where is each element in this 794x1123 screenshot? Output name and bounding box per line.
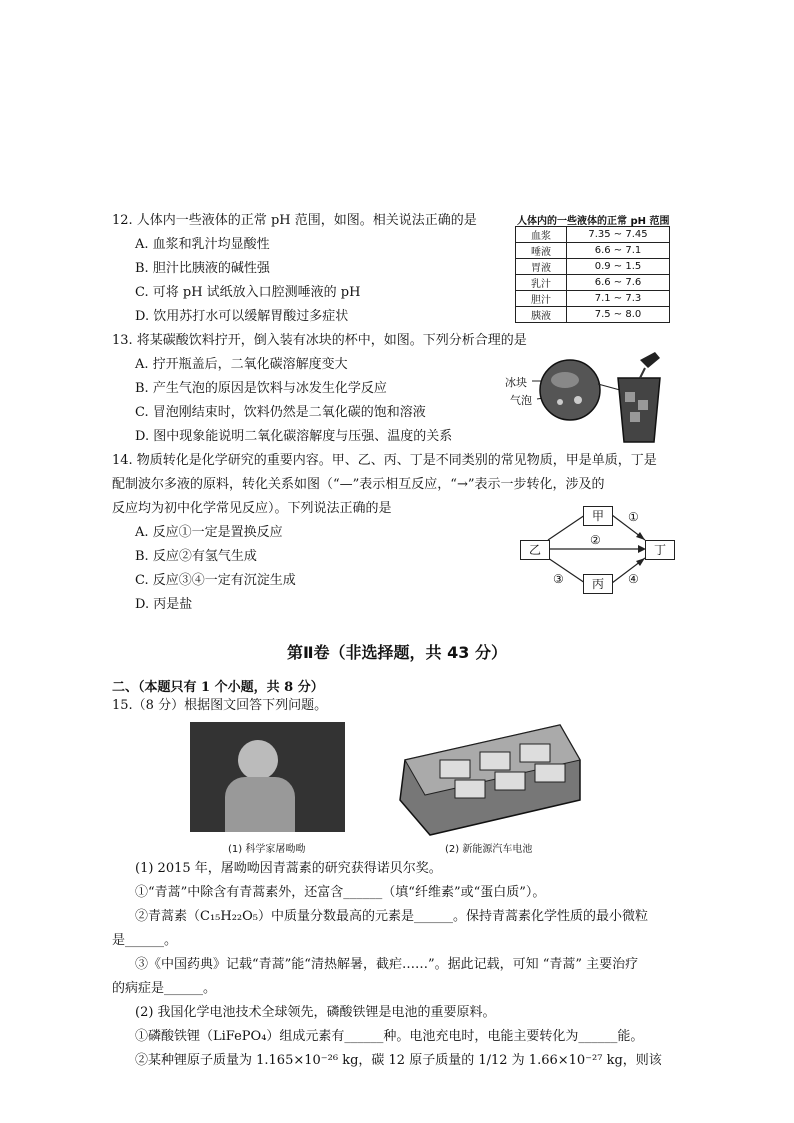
q14-option-a: A. 反应①一定是置换反应 xyxy=(135,525,283,540)
q15-line8: ①磷酸铁锂（LiFePO₄）组成元素有______种。电池充电时，电能主要转化为______能。 xyxy=(135,1029,644,1044)
table-row: 乳汁 6.6 ~ 7.6 xyxy=(516,275,670,291)
q15-line4: 是______。 xyxy=(112,933,178,948)
caption-battery: (2) 新能源汽车电池 xyxy=(445,844,533,855)
q14-stem-line3: 反应均为初中化学常见反应）。下列说法正确的是 xyxy=(112,501,392,516)
q12-option-b: B. 胆汁比胰液的碱性强 xyxy=(135,261,270,276)
node-yi: 乙 xyxy=(520,540,550,560)
magnifier-circle xyxy=(540,360,600,420)
node-ding: 丁 xyxy=(645,540,675,560)
scientist-photo xyxy=(190,722,345,832)
label-ice: 冰块 xyxy=(505,376,527,389)
table-row: 唾液 6.6 ~ 7.1 xyxy=(516,243,670,259)
q14-option-c: C. 反应③④一定有沉淀生成 xyxy=(135,573,296,588)
q13-option-d: D. 图中现象能说明二氧化碳溶解度与压强、温度的关系 xyxy=(135,429,453,444)
q15-stem: 15.（8 分）根据图文回答下列问题。 xyxy=(112,698,328,713)
node-jia: 甲 xyxy=(583,506,613,526)
q12-option-d: D. 饮用苏打水可以缓解胃酸过多症状 xyxy=(135,309,349,324)
table-row: 胆汁 7.1 ~ 7.3 xyxy=(516,291,670,307)
caption-scientist: (1) 科学家屠呦呦 xyxy=(228,844,306,855)
q13-option-a: A. 拧开瓶盖后，二氧化碳溶解度变大 xyxy=(135,357,348,372)
table-row: 胰液 7.5 ~ 8.0 xyxy=(516,307,670,323)
table-row: 胃液 0.9 ~ 1.5 xyxy=(516,259,670,275)
reaction-3-mark: ③ xyxy=(553,572,564,586)
q15-line9: ②某种锂原子质量为 1.165×10⁻²⁶ kg，碳 12 原子质量的 1/12 为 1.66×10⁻²⁷ kg，则该 xyxy=(135,1053,662,1068)
q14-stem-line2: 配制波尔多液的原料，转化关系如图（“—”表示相互反应，“→”表示一步转化，涉及的 xyxy=(112,477,605,492)
bottle-icon xyxy=(640,352,660,368)
q12-option-c: C. 可将 pH 试纸放入口腔测唾液的 pH xyxy=(135,285,361,300)
q13-option-c: C. 冒泡刚结束时，饮料仍然是二氧化碳的饱和溶液 xyxy=(135,405,426,420)
reaction-4-mark: ④ xyxy=(628,572,639,586)
q12-option-a: A. 血浆和乳汁均显酸性 xyxy=(135,237,270,252)
q15-line6: 的病症是______。 xyxy=(112,981,217,996)
battery-illustration xyxy=(400,725,580,835)
q14-stem-line1: 14. 物质转化是化学研究的重要内容。甲、乙、丙、丁是不同类别的常见物质，甲是单质，丁是 xyxy=(112,453,657,468)
part2-title: 第Ⅱ卷（非选择题，共 43 分） xyxy=(287,643,507,662)
q15-line5: ③《中国药典》记载“青蒿”能“清热解暑，截疟……”。据此记载，可知 “青蒿” 主要治疗 xyxy=(135,957,639,972)
q13-stem: 13. 将某碳酸饮料拧开，倒入装有冰块的杯中，如图。下列分析合理的是 xyxy=(112,333,527,348)
section-heading: 二、（本题只有 1 个小题，共 8 分） xyxy=(112,680,324,695)
q14-option-d: D. 丙是盐 xyxy=(135,597,193,612)
q15-line3: ②青蒿素（C₁₅H₂₂O₅）中质量分数最高的元素是______。保持青蒿素化学性质的最小微粒 xyxy=(135,909,648,924)
q15-line7: (2) 我国化学电池技术全球领先，磷酸铁锂是电池的重要原料。 xyxy=(135,1005,496,1020)
q12-stem: 12. 人体内一些液体的正常 pH 范围，如图。相关说法正确的是 xyxy=(112,213,477,228)
q14-option-b: B. 反应②有氢气生成 xyxy=(135,549,257,564)
label-bubble: 气泡 xyxy=(510,394,532,407)
q15-line2: ①“青蒿”中除含有青蒿素外，还富含______（填“纤维素”或“蛋白质”）。 xyxy=(135,885,546,900)
q13-option-b: B. 产生气泡的原因是饮料与冰发生化学反应 xyxy=(135,381,387,396)
q15-line1: (1) 2015 年，屠呦呦因青蒿素的研究获得诺贝尔奖。 xyxy=(135,861,442,876)
node-bing: 丙 xyxy=(583,574,613,594)
reaction-2-mark: ② xyxy=(590,533,601,547)
ph-table-title: 人体内的一些液体的正常 pH 范围 xyxy=(517,216,670,227)
reaction-1-mark: ① xyxy=(628,510,639,524)
table-row: 血浆 7.35 ~ 7.45 xyxy=(516,227,670,243)
